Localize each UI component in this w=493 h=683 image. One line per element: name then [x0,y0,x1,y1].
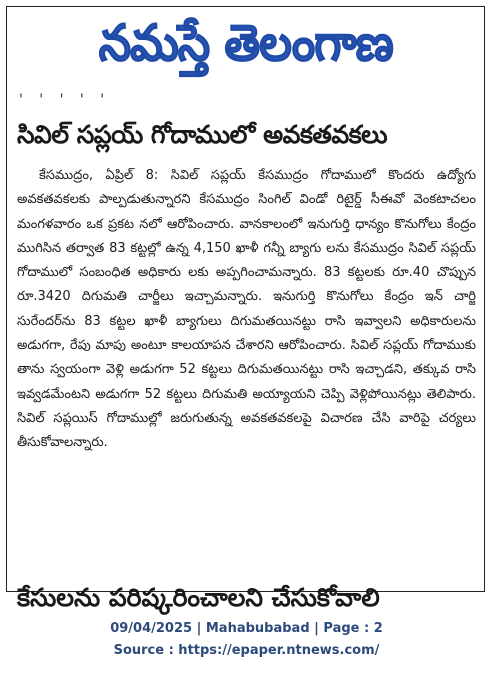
clipped-previous-text [19,92,472,110]
epaper-clipping [6,6,485,612]
next-article-headline-clipped [17,583,476,612]
footer-source-link[interactable]: Source : https://epaper.ntnews.com/ [113,643,380,658]
article-text: కేసముద్రం, ఏప్రిల్ 8: సివిల్ సప్లయ్ కేసముద్రం గోదాములో కొందరు ఉద్యోగు అవకతవకలకు పాల్పడుతున్నారని కేసముద్రం సింగిల్ విండో రిటైర్డ్ సీఈవో వెంకటాచలం మంగళవారం ఒక ప్రకట నలో ఆరోపించారు. వానకాలంలో ఇనుగుర్తి ధాన్యం కొనుగోలు కేంద్రం ముగిసిన తర్వాత 83 కట్టల్లో ఉన్న 4,150 ఖాళీ గన్నీ బ్యాగు లను కేసముద్రం సివిల్ సప్లయ్ గోదాములో సంబంధిత అధికారు లకు అప్పగించామన్నారు. 83 కట్టలకు రూ.40 చొప్పున రూ.3420 దిగుమతి చార్జీలు ఇచ్చామన్నారు. ఇనుగుర్తి కొనుగోలు కేంద్రం ఇన్ చార్జి సురేందర్‌ను 83 కట్టల ఖాళీ బ్యాగులు దిగుమతయినట్టు రాసి ఇవ్వాలని అధికారులను అడుగగా, రేపు మాపు అంటూ కాలయాపన చేశారని ఆరోపించారు. సివిల్ సప్లయ్ గోదాముకు తాను స్వయంగా వెళ్లి అడుగగా 52 కట్టలు దిగుమతయినట్టు రాసి ఇచ్చాడని, తక్కువ రాసి ఇవ్వడమేంటని అడుగగా 52 కట్టలు దిగుమతి అయ్యాయని చెప్పి వెళ్లిపోయినట్లు తెలిపారు. సివిల్ సప్లయిస్ గోదాముల్లో జరుగుతున్న అవకతవకలపై విచారణ చేసి వారిపై చర్యలు తీసుకోవాలన్నారు. [17,168,476,451]
page-footer [0,618,493,662]
footer-date-edition-page: 09/04/2025 | Mahabubabad | Page : 2 [110,621,383,636]
clipped-previous-text-glyphs: ' ' ' ' ' [19,92,111,108]
newspaper-masthead [7,7,484,91]
next-article-headline: కేసులను పరిష్కరించాలని చేసుకోవాలి [17,583,380,612]
masthead-title: నమస్తే తెలంగాణ [98,13,393,72]
article-headline: సివిల్ సప్లయ్ గోదాములో అవకతవకలు [17,120,388,149]
article-paragraph [17,164,476,456]
article-body [17,164,476,456]
